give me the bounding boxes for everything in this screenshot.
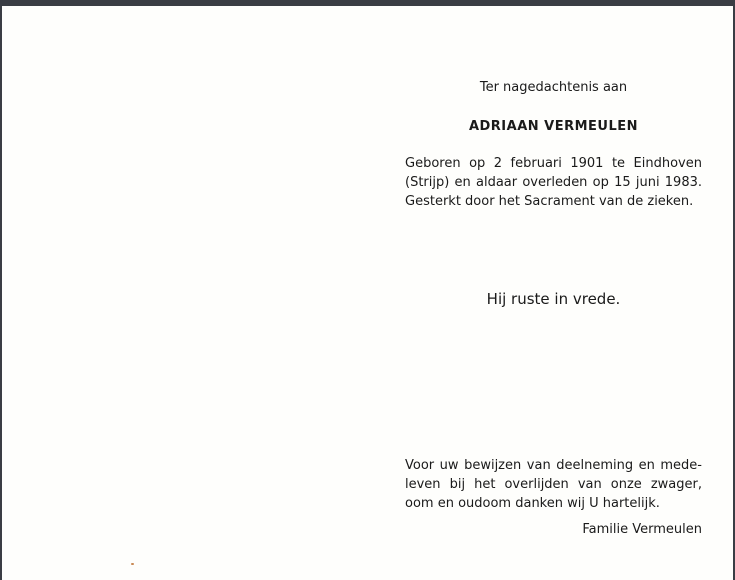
bio-line: Geboren op 2 februari 1901 te Eindhoven bbox=[405, 156, 702, 171]
thanks-line: Voor uw bewijzen van deelneming en mede- bbox=[405, 458, 702, 473]
family-signature: Familie Vermeulen bbox=[582, 522, 702, 537]
thanks-line: leven bij het overlijden van onze zwager, bbox=[405, 477, 702, 492]
thanks-text bbox=[405, 456, 702, 513]
deceased-name: ADRIAAN VERMEULEN bbox=[468, 119, 639, 134]
biography bbox=[405, 154, 702, 211]
intro-text: Ter nagedachtenis aan bbox=[479, 80, 628, 95]
thanks-line: oom en oudoom danken wij U hartelijk. bbox=[405, 496, 660, 511]
prayer-text: Hij ruste in vrede. bbox=[486, 290, 621, 308]
bio-line: (Strijp) en aldaar overleden op 15 juni 1983. bbox=[405, 175, 702, 190]
paper-speck bbox=[131, 563, 134, 565]
bio-line: Gesterkt door het Sacrament van de zieken. bbox=[405, 194, 694, 209]
memorial-card bbox=[2, 6, 733, 580]
